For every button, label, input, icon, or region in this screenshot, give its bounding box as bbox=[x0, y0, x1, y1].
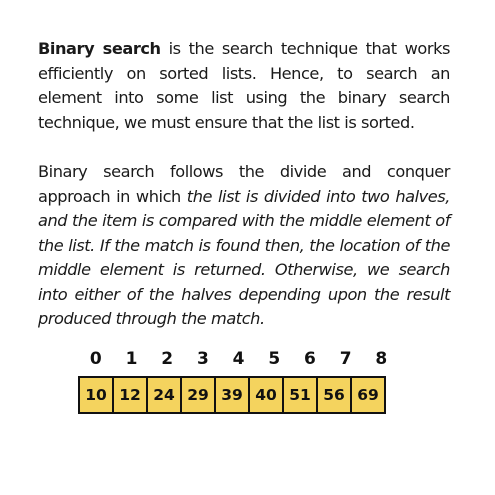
index-label: 4 bbox=[232, 349, 245, 369]
array-cell: 39 bbox=[216, 378, 250, 412]
method-italic-text: the list is divided into two halves, and the item is compared with the middle element of the list. If the match is found then, the location of the middle element is returned. Otherwise, we search into either of the halves depending upon the result produced through the match. bbox=[38, 186, 450, 328]
index-label: 6 bbox=[304, 349, 316, 369]
index-label: 7 bbox=[339, 349, 352, 369]
index-label: 1 bbox=[125, 349, 138, 369]
array-cell: 24 bbox=[148, 378, 182, 412]
method-paragraph bbox=[38, 160, 450, 332]
array-cell: 10 bbox=[80, 378, 114, 412]
index-label: 0 bbox=[89, 349, 102, 369]
intro-paragraph bbox=[38, 37, 450, 135]
array-cell: 56 bbox=[318, 378, 352, 412]
index-label: 5 bbox=[268, 349, 281, 369]
sorted-array bbox=[78, 376, 386, 414]
array-cell: 12 bbox=[114, 378, 148, 412]
index-label: 3 bbox=[196, 349, 209, 369]
intro-text: is the search technique that works efficiently on sorted lists. Hence, to search an element into some list using the binary search technique, we must ensure that the list is sorted. bbox=[38, 39, 451, 132]
index-label: 8 bbox=[375, 349, 388, 369]
array-cell: 40 bbox=[250, 378, 284, 412]
bold-term: Binary search bbox=[38, 39, 161, 58]
array-cell: 51 bbox=[284, 378, 318, 412]
array-cell: 29 bbox=[182, 378, 216, 412]
array-cell: 69 bbox=[352, 378, 384, 412]
index-label: 2 bbox=[161, 349, 174, 369]
method-lead-text: Binary search follows the divide and conquer approach in which bbox=[38, 162, 450, 206]
array-indices bbox=[78, 346, 399, 372]
